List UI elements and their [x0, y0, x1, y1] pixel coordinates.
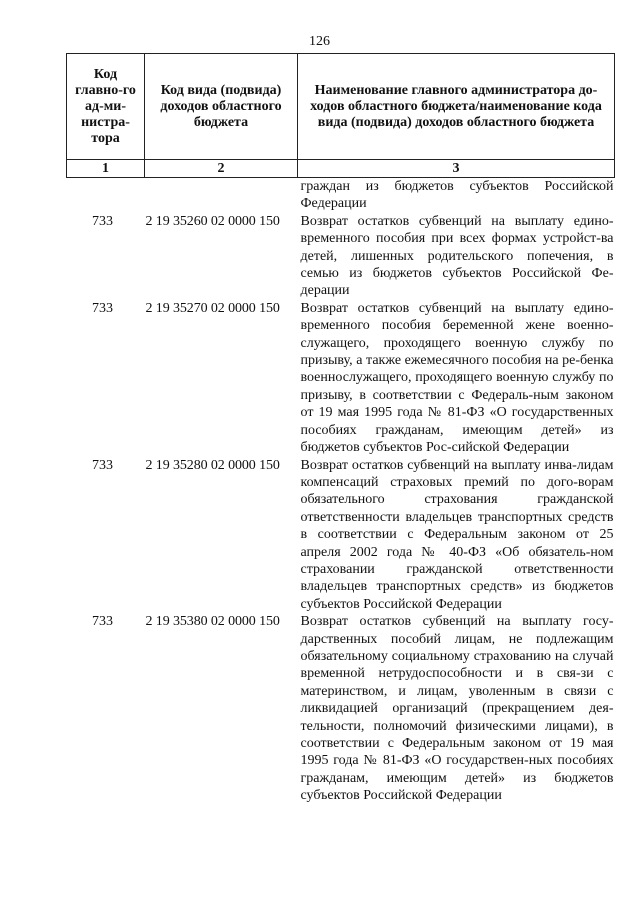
header-name: Наименование главного администратора до-ходов областного бюджета/наименование кода вида (подвида) доходов областного бюджета [298, 54, 615, 160]
income-code: 2 19 35280 02 0000 150 [145, 457, 280, 473]
continuation-text: граждан из бюджетов субъектов Российской Федерации [300, 179, 614, 212]
continuation-empty-1 [67, 178, 145, 213]
table-header-row [67, 54, 615, 160]
table-row [67, 213, 615, 300]
item-name: Возврат остатков субвенций на выплату едино-временного пособия беременной жене военно-служащего, проходящего военную службу по призыву, а также ежемесячного пособия на ре-бенка военнослужащего, проходящего военную службу по призыву, в соответствии с Федераль-ным законом от 19 мая 1995 года № 81-ФЗ «О государственных пособиях гражданам, имеющим детей» из бюджетов субъектов Рос-сийской Федерации [300, 300, 614, 456]
income-code: 2 19 35270 02 0000 150 [145, 300, 280, 316]
item-name: Возврат остатков субвенций на выплату едино-временного пособия при всех формах устройст-ва детей, лишенных родительского попечения, в семью из бюджетов субъектов Российской Фе-дерации [300, 213, 614, 299]
table-row [67, 300, 615, 457]
admin-code: 733 [92, 457, 113, 473]
admin-code: 733 [92, 300, 113, 316]
continuation-empty-2 [145, 178, 298, 213]
admin-code: 733 [92, 614, 113, 630]
column-number-3: 3 [298, 160, 615, 178]
income-codes-table [66, 53, 615, 805]
income-code: 2 19 35260 02 0000 150 [145, 213, 280, 229]
column-number-1: 1 [67, 160, 145, 178]
header-income-code: Код вида (подвида) доходов областного бюджета [145, 54, 298, 160]
header-admin-code: Код главно-го ад-ми-нистра-тора [67, 54, 145, 160]
column-number-row [67, 160, 615, 178]
item-name: Возврат остатков субвенций на выплату госу-дарственных пособий лицам, не подлежащим обязательному социальному страхованию на случай временной нетрудоспособности и в свя-зи с материнством, и лицам, уволенным в связи с ликвидацией организаций (прекращением дея-тельности, полномочий физическими лицами), в соответствии с Федеральным законом от 19 мая 1995 года № 81-ФЗ «О государствен-ных пособиях гражданам, имеющим детей» из бюджетов субъектов Российской Федерации [300, 614, 614, 804]
item-name: Возврат остатков субвенций на выплату инва-лидам компенсаций страховых премий по дого-ворам обязательного страхования гражданской ответственности владельцев транспортных средств в соответствии с Федеральным законом от 25 апреля 2002 года № 40-ФЗ «Об обязатель-ном страховании гражданской ответственности владельцев транспортных средств» из бюджетов субъектов Российской Федерации [300, 457, 614, 612]
page-number: 126 [309, 34, 330, 49]
table-header [67, 54, 615, 178]
table-body [67, 178, 615, 805]
income-code: 2 19 35380 02 0000 150 [145, 614, 280, 630]
table-row [67, 457, 615, 614]
table-row-continuation [67, 178, 615, 213]
admin-code: 733 [92, 213, 113, 229]
column-number-2: 2 [145, 160, 298, 178]
table-row [67, 613, 615, 804]
